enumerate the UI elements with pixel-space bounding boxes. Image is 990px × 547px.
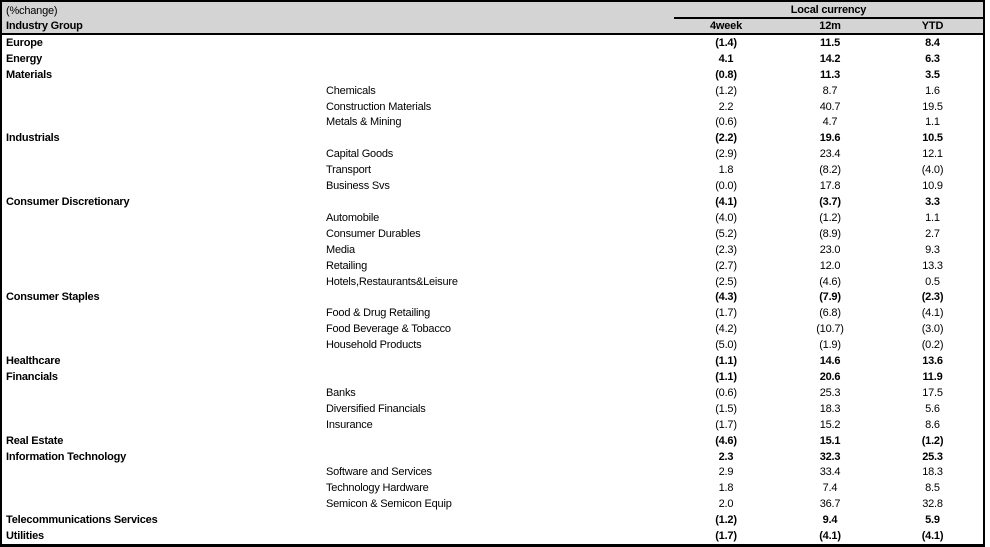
value-ytd: 3.3 (925, 196, 940, 209)
value-12m: 23.0 (819, 243, 841, 256)
value-4week: (4.0) (715, 211, 737, 224)
value-4week: 2.3 (718, 450, 734, 463)
value-ytd: 1.1 (925, 116, 940, 129)
column-header-12m: 12m (819, 20, 841, 32)
value-12m: (1.2) (819, 211, 841, 224)
value-ytd: 5.9 (925, 514, 940, 527)
value-4week: (0.6) (715, 386, 737, 399)
subindustry-label: Automobile (326, 211, 380, 224)
table-row (2, 162, 983, 178)
value-ytd: (1.2) (921, 434, 944, 447)
subindustry-label: Hotels,Restaurants&Leisure (326, 275, 458, 288)
value-4week: 1.8 (718, 482, 734, 495)
value-12m: (10.7) (816, 323, 844, 336)
value-12m: 40.7 (819, 100, 841, 113)
table-row (2, 528, 983, 544)
industry-group-label: Materials (6, 68, 52, 81)
value-4week: (4.2) (715, 323, 737, 336)
value-ytd: 13.6 (922, 355, 943, 368)
value-ytd: (4.1) (921, 530, 944, 543)
subindustry-label: Transport (326, 164, 371, 177)
subindustry-label: Capital Goods (326, 148, 394, 161)
table-row (2, 369, 983, 385)
value-12m: 36.7 (819, 498, 841, 511)
value-12m: (6.8) (819, 307, 841, 320)
value-12m: 11.5 (819, 36, 840, 49)
value-12m: 15.1 (819, 434, 841, 447)
subindustry-label: Chemicals (326, 84, 376, 97)
local-currency-header: Local currency (674, 2, 983, 19)
table-row (2, 353, 983, 369)
table-row (2, 130, 983, 146)
table-row (2, 274, 983, 290)
value-4week: (2.9) (715, 148, 737, 161)
value-12m: 15.2 (819, 418, 841, 431)
value-4week: (0.0) (715, 180, 737, 193)
value-4week: (1.1) (715, 355, 737, 368)
value-12m: 8.7 (822, 84, 838, 97)
value-4week: (1.5) (715, 402, 737, 415)
industry-group-label: Utilities (6, 530, 44, 543)
subindustry-label: Retailing (326, 259, 368, 272)
industry-group-label: Europe (6, 36, 43, 49)
value-ytd: 18.3 (922, 466, 943, 479)
table-row (2, 258, 983, 274)
subindustry-label: Business Svs (326, 180, 390, 193)
value-4week: (4.3) (715, 291, 737, 304)
value-12m: 32.3 (819, 450, 841, 463)
value-ytd: 8.4 (925, 36, 940, 49)
table-row (2, 496, 983, 512)
value-12m: (3.7) (819, 196, 841, 209)
value-ytd: 19.5 (922, 100, 943, 113)
value-4week: (1.7) (715, 530, 737, 543)
table-row (2, 178, 983, 194)
value-4week: 2.9 (718, 466, 734, 479)
column-header-4week: 4week (709, 20, 743, 32)
value-12m: 7.4 (822, 482, 838, 495)
value-12m: 14.6 (819, 355, 841, 368)
value-12m: 9.4 (822, 514, 838, 527)
value-4week: (1.2) (715, 514, 737, 527)
table-row (2, 35, 983, 51)
table-header-row-2 (2, 19, 983, 33)
value-4week: 1.8 (718, 164, 734, 177)
value-4week: (5.0) (715, 339, 737, 352)
table-header (2, 2, 983, 35)
value-ytd: 25.3 (922, 450, 943, 463)
table-row (2, 99, 983, 115)
subindustry-label: Consumer Durables (326, 227, 421, 240)
value-ytd: 6.3 (925, 52, 940, 65)
table-row (2, 115, 983, 131)
table-body (2, 35, 983, 544)
value-4week: (1.7) (715, 307, 737, 320)
industry-group-label: Financials (6, 370, 58, 383)
subindustry-label: Insurance (326, 418, 373, 431)
table-header-row-1 (2, 2, 983, 19)
value-12m: 11.3 (819, 68, 840, 81)
value-4week: (4.1) (715, 196, 737, 209)
value-ytd: 5.6 (925, 402, 940, 415)
value-4week: 4.1 (718, 52, 734, 65)
industry-group-label: Energy (6, 52, 43, 65)
value-4week: (1.1) (715, 370, 737, 383)
table-row (2, 433, 983, 449)
industry-group-label: Information Technology (6, 450, 127, 463)
table-row (2, 401, 983, 417)
table-row (2, 242, 983, 258)
industry-group-label: Consumer Discretionary (6, 196, 130, 209)
value-12m: 33.4 (819, 466, 841, 479)
value-ytd: (3.0) (921, 323, 944, 336)
value-ytd: 3.5 (925, 68, 940, 81)
table-row (2, 226, 983, 242)
value-12m: 12.0 (819, 259, 841, 272)
table-row (2, 321, 983, 337)
value-ytd: 9.3 (925, 243, 940, 256)
table-row (2, 480, 983, 496)
value-ytd: 1.6 (925, 84, 940, 97)
subindustry-label: Banks (326, 386, 356, 399)
value-ytd: 2.7 (925, 227, 940, 240)
value-ytd: 17.5 (922, 386, 943, 399)
table-row (2, 194, 983, 210)
table-row (2, 385, 983, 401)
value-4week: (4.6) (715, 434, 737, 447)
value-12m: 4.7 (822, 116, 838, 129)
value-12m: (8.9) (819, 227, 841, 240)
value-12m: 25.3 (819, 386, 841, 399)
value-4week: (0.8) (715, 68, 737, 81)
industry-group-label: Industrials (6, 132, 60, 145)
value-12m: (1.9) (819, 339, 841, 352)
value-12m: (7.9) (819, 291, 841, 304)
value-ytd: 8.6 (925, 418, 940, 431)
table-row (2, 146, 983, 162)
value-ytd: 10.5 (922, 132, 943, 145)
value-4week: (1.7) (715, 418, 737, 431)
table-row (2, 417, 983, 433)
subindustry-label: Construction Materials (326, 100, 432, 113)
value-ytd: 1.1 (925, 211, 940, 224)
value-4week: (1.2) (715, 84, 737, 97)
column-header-ytd: YTD (921, 20, 944, 32)
table-row (2, 512, 983, 528)
industry-group-label: Consumer Staples (6, 291, 100, 304)
value-12m: 19.6 (819, 132, 841, 145)
value-ytd: 8.5 (925, 482, 940, 495)
value-12m: 20.6 (819, 370, 841, 383)
value-12m: (4.6) (819, 275, 841, 288)
value-ytd: 32.8 (922, 498, 943, 511)
value-12m: 18.3 (819, 402, 841, 415)
industry-group-label: Healthcare (6, 355, 61, 368)
value-4week: (2.5) (715, 275, 737, 288)
subindustry-label: Food Beverage & Tobacco (326, 323, 451, 336)
table-row (2, 464, 983, 480)
subindustry-label: Semicon & Semicon Equip (326, 498, 452, 511)
value-ytd: (2.3) (921, 291, 944, 304)
subindustry-label: Metals & Mining (326, 116, 402, 129)
value-4week: 2.2 (718, 100, 734, 113)
subindustry-label: Food & Drug Retailing (326, 307, 431, 320)
percent-change-label: (%change) (6, 4, 58, 17)
industry-group-label: Real Estate (6, 434, 64, 447)
value-12m: 14.2 (819, 52, 841, 65)
table-row (2, 51, 983, 67)
value-4week: (1.4) (715, 36, 737, 49)
table-row (2, 337, 983, 353)
subindustry-label: Software and Services (326, 466, 432, 479)
table-row (2, 210, 983, 226)
value-ytd: (4.1) (921, 307, 944, 320)
subindustry-label: Media (326, 243, 355, 256)
table-row (2, 67, 983, 83)
value-ytd: 0.5 (925, 275, 940, 288)
value-4week: 2.0 (718, 498, 734, 511)
value-ytd: 13.3 (922, 259, 943, 272)
value-ytd: (4.0) (921, 164, 944, 177)
industry-group-header: Industry Group (6, 20, 83, 32)
value-ytd: 11.9 (922, 370, 943, 383)
table-row (2, 83, 983, 99)
value-12m: (4.1) (819, 530, 841, 543)
value-12m: 17.8 (819, 180, 841, 193)
subindustry-label: Household Products (326, 339, 422, 352)
value-4week: (5.2) (715, 227, 737, 240)
industry-group-label: Telecommunications Services (6, 514, 158, 527)
value-ytd: 12.1 (922, 148, 943, 161)
value-4week: (2.2) (715, 132, 737, 145)
value-12m: (8.2) (819, 164, 841, 177)
value-12m: 23.4 (819, 148, 841, 161)
value-4week: (0.6) (715, 116, 737, 129)
value-4week: (2.3) (715, 243, 737, 256)
table-row (2, 449, 983, 465)
value-ytd: 10.9 (922, 180, 943, 193)
table-row (2, 305, 983, 321)
subindustry-label: Technology Hardware (326, 482, 429, 495)
table-row (2, 290, 983, 306)
value-ytd: (0.2) (921, 339, 944, 352)
subindustry-label: Diversified Financials (326, 402, 426, 415)
value-4week: (2.7) (715, 259, 737, 272)
